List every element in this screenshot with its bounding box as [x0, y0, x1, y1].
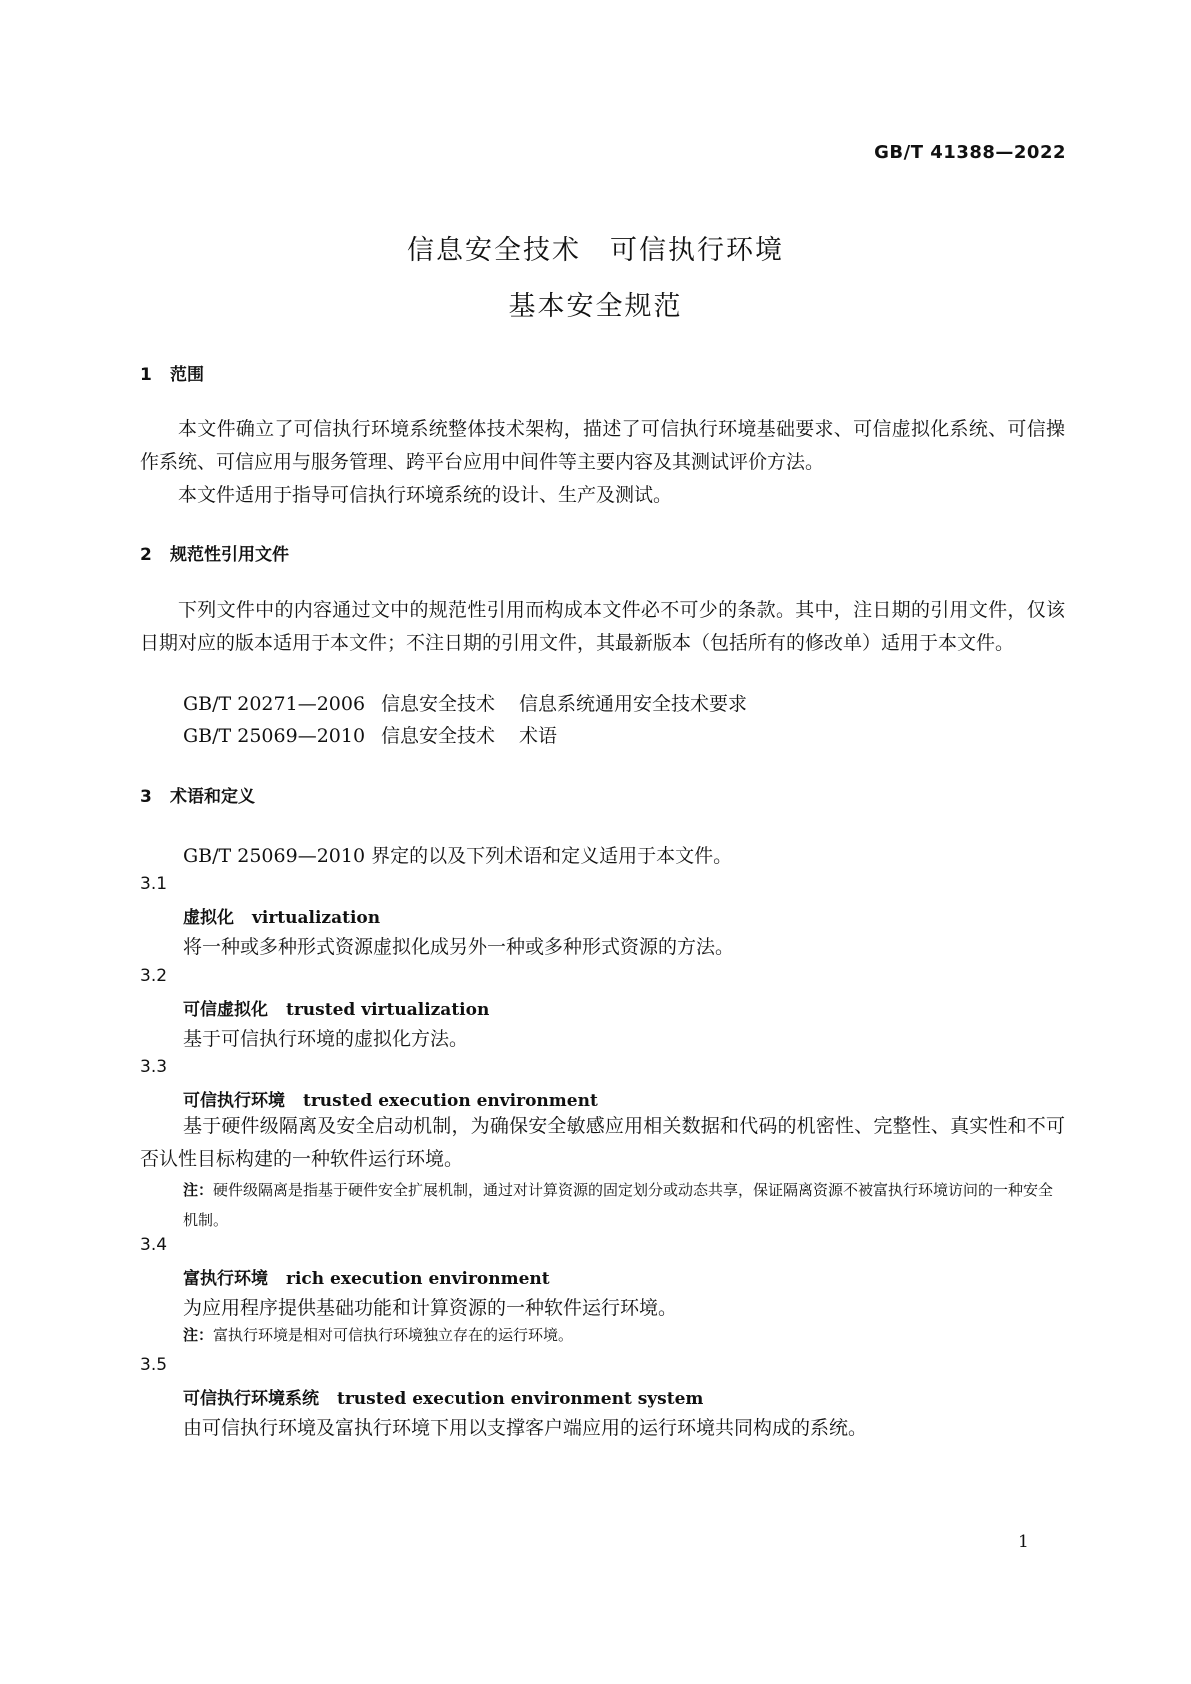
note-label: 注： — [183, 1326, 214, 1344]
term-definition: 将一种或多种形式资源虚拟化成另外一种或多种形式资源的方法。 — [183, 936, 735, 958]
reference-code: GB/T 20271—2006 — [183, 693, 366, 715]
section-number: 1 — [140, 365, 152, 385]
document-title-line1: 信息安全技术 可信执行环境 — [407, 235, 784, 266]
section-3-intro: GB/T 25069—2010 界定的以及下列术语和定义适用于本文件。 — [183, 845, 733, 867]
term-chinese: 虚拟化 — [183, 908, 234, 928]
section-number: 2 — [140, 545, 152, 565]
note-text: 硬件级隔离是指基于硬件安全扩展机制，通过对计算资源的固定划分或动态共享，保证隔离资源不被富执行环境访问的一种安全机制。 — [183, 1181, 1054, 1229]
section-title: 术语和定义 — [170, 787, 255, 807]
term-number: 3.5 — [140, 1355, 168, 1375]
term-english: rich execution environment — [286, 1269, 550, 1289]
section-number: 3 — [140, 787, 152, 807]
term-chinese: 可信执行环境系统 — [183, 1389, 319, 1409]
reference-code: GB/T 25069—2010 — [183, 725, 366, 747]
section-1-heading — [140, 360, 204, 385]
term-definition: 为应用程序提供基础功能和计算资源的一种软件运行环境。 — [183, 1297, 678, 1319]
term-chinese: 可信执行环境 — [183, 1091, 285, 1111]
term-heading — [183, 903, 380, 928]
reference-item — [183, 689, 747, 716]
document-title-line2: 基本安全规范 — [508, 291, 683, 322]
term-note — [183, 1320, 1063, 1350]
term-definition: 由可信执行环境及富执行环境下用以支撑客户端应用的运行环境共同构成的系统。 — [183, 1417, 868, 1439]
reference-title-b: 信息系统通用安全技术要求 — [519, 693, 748, 715]
section-2-paragraph-1: 下列文件中的内容通过文中的规范性引用而构成本文件必不可少的条款。其中，注日期的引用文件，仅该日期对应的版本适用于本文件；不注日期的引用文件，其最新版本（包括所有的修改单）适用于本文件。 — [140, 599, 1065, 654]
reference-item — [183, 721, 557, 748]
term-chinese: 富执行环境 — [183, 1269, 268, 1289]
page-number: 1 — [1018, 1532, 1029, 1552]
term-english: virtualization — [252, 908, 381, 928]
term-definition: 基于可信执行环境的虚拟化方法。 — [183, 1028, 469, 1050]
note-label: 注： — [183, 1181, 214, 1199]
section-title: 规范性引用文件 — [170, 545, 289, 565]
reference-title-a: 信息安全技术 — [381, 725, 496, 747]
section-2-heading — [140, 540, 289, 565]
term-english: trusted execution environment system — [337, 1389, 704, 1409]
term-note — [183, 1175, 1063, 1235]
term-number: 3.1 — [140, 874, 168, 894]
term-heading — [183, 1384, 703, 1409]
term-heading — [183, 1086, 598, 1111]
term-number: 3.3 — [140, 1057, 168, 1077]
section-1-paragraph-2: 本文件适用于指导可信执行环境系统的设计、生产及测试。 — [178, 484, 673, 506]
standard-number: GB/T 41388—2022 — [874, 142, 1066, 163]
term-english: trusted virtualization — [286, 1000, 490, 1020]
section-title: 范围 — [170, 365, 204, 385]
section-1-paragraph-1: 本文件确立了可信执行环境系统整体技术架构，描述了可信执行环境基础要求、可信虚拟化系统、可信操作系统、可信应用与服务管理、跨平台应用中间件等主要内容及其测试评价方法。 — [140, 418, 1065, 473]
section-3-heading — [140, 782, 255, 807]
term-number: 3.2 — [140, 966, 168, 986]
reference-title-a: 信息安全技术 — [381, 693, 496, 715]
note-text: 富执行环境是相对可信执行环境独立存在的运行环境。 — [213, 1326, 574, 1344]
term-heading — [183, 1264, 550, 1289]
term-heading — [183, 995, 489, 1020]
term-chinese: 可信虚拟化 — [183, 1000, 268, 1020]
term-number: 3.4 — [140, 1235, 168, 1255]
reference-title-b: 术语 — [519, 725, 558, 747]
term-english: trusted execution environment — [303, 1091, 598, 1111]
term-definition: 基于硬件级隔离及安全启动机制，为确保安全敏感应用相关数据和代码的机密性、完整性、真实性和不可否认性目标构建的一种软件运行环境。 — [140, 1115, 1065, 1170]
